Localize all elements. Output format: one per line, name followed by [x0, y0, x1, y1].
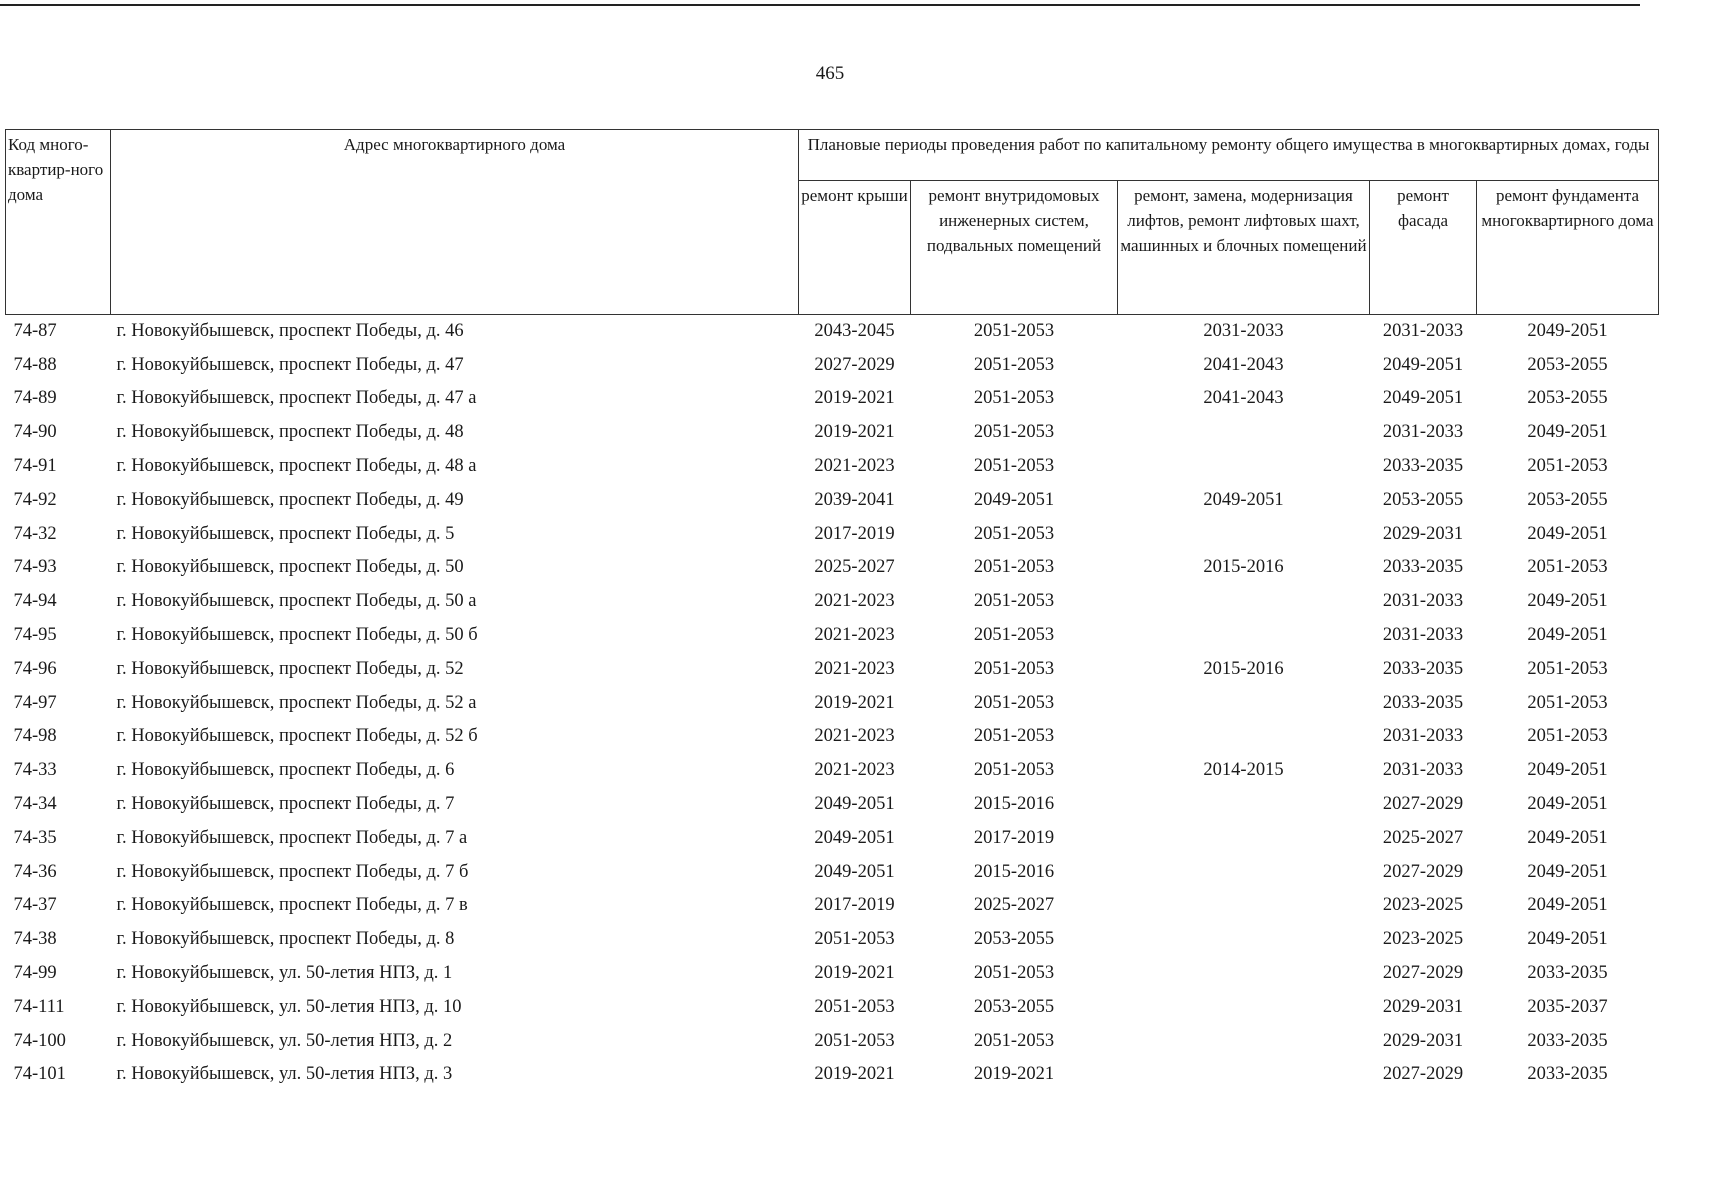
cell-elevators: 2014-2015 — [1203, 760, 1284, 781]
cell-engineering: 2051-2053 — [973, 963, 1055, 984]
cell-elevators — [1118, 517, 1370, 551]
table-row — [6, 315, 1659, 349]
cell-address: г. Новокуйбышевск, проспект Победы, д. 46 — [116, 321, 464, 342]
cell-code: 74-95 — [13, 625, 57, 646]
cell-address: г. Новокуйбышевск, проспект Победы, д. 49 — [116, 489, 464, 510]
cell-elevators — [1118, 686, 1370, 720]
cell-address: г. Новокуйбышевск, проспект Победы, д. 50 б — [116, 625, 478, 646]
table-row — [6, 382, 1659, 416]
cell-facade: 2027-2029 — [1382, 861, 1464, 882]
cell-roof: 2051-2053 — [814, 996, 895, 1017]
cell-code: 74-100 — [13, 1030, 66, 1051]
header-periods: Плановые периоды проведения работ по капитальному ремонту общего имущества в многоквартирных домах, годы — [799, 130, 1659, 181]
cell-engineering: 2017-2019 — [973, 827, 1055, 848]
table-row — [6, 1024, 1659, 1058]
cell-address: г. Новокуйбышевск, проспект Победы, д. 47 — [116, 354, 464, 375]
cell-code: 74-90 — [13, 422, 57, 443]
cell-engineering: 2053-2055 — [973, 996, 1055, 1017]
cell-engineering: 2015-2016 — [973, 794, 1055, 815]
cell-roof: 2017-2019 — [814, 895, 895, 916]
cell-elevators — [1118, 990, 1370, 1024]
cell-roof: 2043-2045 — [814, 321, 895, 342]
cell-facade: 2033-2035 — [1382, 456, 1464, 477]
cell-elevators: 2015-2016 — [1203, 557, 1284, 578]
cell-roof: 2021-2023 — [814, 658, 895, 679]
cell-elevators — [1118, 619, 1370, 653]
cell-engineering: 2051-2053 — [973, 726, 1055, 747]
cell-engineering: 2015-2016 — [973, 861, 1055, 882]
cell-foundation: 2049-2051 — [1527, 895, 1608, 916]
cell-elevators — [1118, 957, 1370, 991]
cell-roof: 2021-2023 — [814, 591, 895, 612]
cell-foundation: 2049-2051 — [1527, 760, 1608, 781]
cell-facade: 2027-2029 — [1382, 794, 1464, 815]
cell-roof: 2021-2023 — [814, 760, 895, 781]
cell-address: г. Новокуйбышевск, проспект Победы, д. 8 — [116, 929, 455, 950]
table-row — [6, 551, 1659, 585]
cell-engineering: 2019-2021 — [973, 1064, 1055, 1085]
cell-facade: 2029-2031 — [1382, 1030, 1464, 1051]
cell-code: 74-36 — [13, 861, 57, 882]
cell-roof: 2027-2029 — [814, 354, 895, 375]
cell-foundation: 2051-2053 — [1527, 658, 1608, 679]
table-row — [6, 957, 1659, 991]
cell-foundation: 2049-2051 — [1527, 827, 1608, 848]
cell-address: г. Новокуйбышевск, проспект Победы, д. 50 а — [116, 591, 477, 612]
cell-facade: 2049-2051 — [1382, 354, 1464, 375]
cell-code: 74-93 — [13, 557, 57, 578]
cell-address: г. Новокуйбышевск, проспект Победы, д. 6 — [116, 760, 455, 781]
cell-facade: 2023-2025 — [1382, 929, 1464, 950]
cell-engineering: 2051-2053 — [973, 523, 1055, 544]
cell-code: 74-111 — [13, 996, 65, 1017]
cell-elevators — [1118, 855, 1370, 889]
cell-facade: 2027-2029 — [1382, 1064, 1464, 1085]
table-row — [6, 416, 1659, 450]
cell-roof: 2039-2041 — [814, 489, 895, 510]
table-row — [6, 483, 1659, 517]
cell-code: 74-94 — [13, 591, 57, 612]
cell-elevators — [1118, 585, 1370, 619]
cell-elevators: 2049-2051 — [1203, 489, 1284, 510]
cell-engineering: 2051-2053 — [973, 658, 1055, 679]
cell-engineering: 2051-2053 — [973, 760, 1055, 781]
table-row — [6, 348, 1659, 382]
cell-engineering: 2051-2053 — [973, 1030, 1055, 1051]
cell-facade: 2029-2031 — [1382, 996, 1464, 1017]
cell-elevators — [1118, 821, 1370, 855]
table-row — [6, 923, 1659, 957]
cell-code: 74-92 — [13, 489, 57, 510]
header-facade: ремонт фасада — [1370, 181, 1477, 315]
cell-roof: 2025-2027 — [814, 557, 895, 578]
cell-code: 74-101 — [13, 1064, 66, 1085]
header-code: Код много-квартир-ного дома — [6, 130, 111, 315]
cell-engineering: 2051-2053 — [973, 422, 1055, 443]
cell-code: 74-34 — [13, 794, 57, 815]
top-rule — [0, 4, 1640, 6]
cell-facade: 2031-2033 — [1382, 321, 1464, 342]
cell-foundation: 2033-2035 — [1527, 1030, 1608, 1051]
cell-elevators — [1118, 1024, 1370, 1058]
cell-code: 74-32 — [13, 523, 57, 544]
cell-roof: 2019-2021 — [814, 963, 895, 984]
cell-facade: 2031-2033 — [1382, 760, 1464, 781]
table-row — [6, 889, 1659, 923]
cell-facade: 2033-2035 — [1382, 557, 1464, 578]
header-roof: ремонт крыши — [799, 181, 911, 315]
cell-code: 74-33 — [13, 760, 57, 781]
capital-repair-table — [5, 129, 1659, 1092]
cell-engineering: 2051-2053 — [973, 456, 1055, 477]
cell-foundation: 2033-2035 — [1527, 963, 1608, 984]
cell-elevators: 2041-2043 — [1203, 388, 1284, 409]
table-row — [6, 1058, 1659, 1092]
cell-facade: 2031-2033 — [1382, 726, 1464, 747]
header-engineering: ремонт внутридомовых инженерных систем, подвальных помещений — [911, 181, 1118, 315]
cell-facade: 2031-2033 — [1382, 422, 1464, 443]
cell-foundation: 2051-2053 — [1527, 456, 1608, 477]
cell-facade: 2033-2035 — [1382, 658, 1464, 679]
cell-facade: 2031-2033 — [1382, 591, 1464, 612]
cell-elevators — [1118, 416, 1370, 450]
cell-address: г. Новокуйбышевск, проспект Победы, д. 52 а — [116, 692, 477, 713]
cell-code: 74-89 — [13, 388, 57, 409]
cell-elevators: 2041-2043 — [1203, 354, 1284, 375]
cell-address: г. Новокуйбышевск, ул. 50-летия НПЗ, д. 2 — [116, 1030, 453, 1051]
cell-code: 74-38 — [13, 929, 57, 950]
cell-roof: 2019-2021 — [814, 388, 895, 409]
cell-engineering: 2051-2053 — [973, 354, 1055, 375]
cell-address: г. Новокуйбышевск, проспект Победы, д. 7 — [116, 794, 455, 815]
cell-address: г. Новокуйбышевск, проспект Победы, д. 7 а — [116, 827, 468, 848]
table-row — [6, 450, 1659, 484]
cell-roof: 2051-2053 — [814, 929, 895, 950]
cell-facade: 2029-2031 — [1382, 523, 1464, 544]
cell-elevators — [1118, 720, 1370, 754]
cell-foundation: 2053-2055 — [1527, 354, 1608, 375]
cell-facade: 2033-2035 — [1382, 692, 1464, 713]
cell-foundation: 2049-2051 — [1527, 321, 1608, 342]
cell-facade: 2031-2033 — [1382, 625, 1464, 646]
cell-code: 74-91 — [13, 456, 57, 477]
cell-facade: 2053-2055 — [1382, 489, 1464, 510]
cell-roof: 2021-2023 — [814, 625, 895, 646]
cell-address: г. Новокуйбышевск, ул. 50-летия НПЗ, д. 1 — [116, 963, 453, 984]
cell-address: г. Новокуйбышевск, проспект Победы, д. 52 б — [116, 726, 478, 747]
page-number: 465 — [815, 63, 845, 84]
table-row — [6, 990, 1659, 1024]
header-foundation: ремонт фундамента многоквартирного дома — [1477, 181, 1659, 315]
cell-code: 74-98 — [13, 726, 57, 747]
cell-engineering: 2051-2053 — [973, 625, 1055, 646]
cell-facade: 2027-2029 — [1382, 963, 1464, 984]
cell-code: 74-88 — [13, 354, 57, 375]
cell-facade: 2049-2051 — [1382, 388, 1464, 409]
cell-roof: 2021-2023 — [814, 726, 895, 747]
table-row — [6, 619, 1659, 653]
table-row — [6, 686, 1659, 720]
cell-foundation: 2035-2037 — [1527, 996, 1608, 1017]
cell-address: г. Новокуйбышевск, ул. 50-летия НПЗ, д. 10 — [116, 996, 462, 1017]
table-row — [6, 788, 1659, 822]
cell-elevators — [1118, 788, 1370, 822]
cell-roof: 2049-2051 — [814, 827, 895, 848]
cell-address: г. Новокуйбышевск, проспект Победы, д. 7 б — [116, 861, 469, 882]
cell-engineering: 2051-2053 — [973, 692, 1055, 713]
cell-foundation: 2049-2051 — [1527, 794, 1608, 815]
cell-engineering: 2053-2055 — [973, 929, 1055, 950]
cell-elevators: 2015-2016 — [1203, 658, 1284, 679]
table-body — [6, 315, 1659, 1092]
cell-engineering: 2051-2053 — [973, 388, 1055, 409]
cell-address: г. Новокуйбышевск, проспект Победы, д. 5 — [116, 523, 455, 544]
cell-roof: 2021-2023 — [814, 456, 895, 477]
cell-code: 74-35 — [13, 827, 57, 848]
cell-foundation: 2051-2053 — [1527, 726, 1608, 747]
cell-address: г. Новокуйбышевск, ул. 50-летия НПЗ, д. 3 — [116, 1064, 453, 1085]
table-row — [6, 720, 1659, 754]
cell-address: г. Новокуйбышевск, проспект Победы, д. 47 а — [116, 388, 477, 409]
cell-foundation: 2033-2035 — [1527, 1064, 1608, 1085]
cell-code: 74-37 — [13, 895, 57, 916]
cell-foundation: 2051-2053 — [1527, 692, 1608, 713]
cell-facade: 2023-2025 — [1382, 895, 1464, 916]
cell-elevators — [1118, 1058, 1370, 1092]
cell-elevators — [1118, 450, 1370, 484]
cell-engineering: 2025-2027 — [973, 895, 1055, 916]
cell-address: г. Новокуйбышевск, проспект Победы, д. 7 в — [116, 895, 468, 916]
cell-engineering: 2051-2053 — [973, 591, 1055, 612]
cell-code: 74-87 — [13, 321, 57, 342]
cell-address: г. Новокуйбышевск, проспект Победы, д. 48 а — [116, 456, 477, 477]
table-row — [6, 517, 1659, 551]
cell-engineering: 2051-2053 — [973, 321, 1055, 342]
cell-foundation: 2049-2051 — [1527, 523, 1608, 544]
cell-facade: 2025-2027 — [1382, 827, 1464, 848]
table-row — [6, 821, 1659, 855]
cell-code: 74-99 — [13, 963, 57, 984]
cell-engineering: 2051-2053 — [973, 557, 1055, 578]
header-address: Адрес многоквартирного дома — [111, 130, 799, 315]
table-row — [6, 585, 1659, 619]
cell-code: 74-97 — [13, 692, 57, 713]
cell-elevators — [1118, 923, 1370, 957]
header-elevators: ремонт, замена, модернизация лифтов, ремонт лифтовых шахт, машинных и блочных помещений — [1118, 181, 1370, 315]
table-row — [6, 652, 1659, 686]
cell-address: г. Новокуйбышевск, проспект Победы, д. 52 — [116, 658, 464, 679]
cell-roof: 2019-2021 — [814, 692, 895, 713]
cell-foundation: 2053-2055 — [1527, 489, 1608, 510]
cell-roof: 2019-2021 — [814, 1064, 895, 1085]
cell-foundation: 2049-2051 — [1527, 625, 1608, 646]
cell-roof: 2019-2021 — [814, 422, 895, 443]
cell-roof: 2051-2053 — [814, 1030, 895, 1051]
cell-foundation: 2053-2055 — [1527, 388, 1608, 409]
table-row — [6, 754, 1659, 788]
cell-elevators: 2031-2033 — [1203, 321, 1284, 342]
table-row — [6, 855, 1659, 889]
cell-foundation: 2049-2051 — [1527, 422, 1608, 443]
cell-code: 74-96 — [13, 658, 57, 679]
cell-elevators — [1118, 889, 1370, 923]
cell-foundation: 2049-2051 — [1527, 861, 1608, 882]
cell-address: г. Новокуйбышевск, проспект Победы, д. 48 — [116, 422, 464, 443]
cell-foundation: 2049-2051 — [1527, 591, 1608, 612]
cell-foundation: 2051-2053 — [1527, 557, 1608, 578]
cell-address: г. Новокуйбышевск, проспект Победы, д. 50 — [116, 557, 464, 578]
cell-roof: 2049-2051 — [814, 794, 895, 815]
cell-foundation: 2049-2051 — [1527, 929, 1608, 950]
cell-engineering: 2049-2051 — [973, 489, 1055, 510]
cell-roof: 2049-2051 — [814, 861, 895, 882]
cell-roof: 2017-2019 — [814, 523, 895, 544]
